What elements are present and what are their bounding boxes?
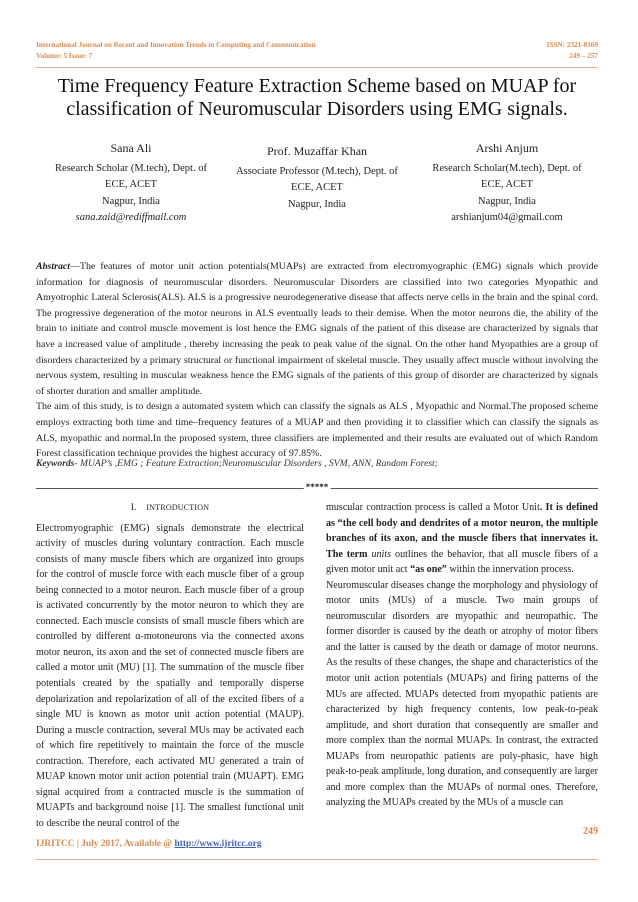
section-heading bbox=[36, 500, 304, 516]
author-name: Sana Ali bbox=[110, 141, 152, 155]
author-location: Nagpur, India bbox=[102, 195, 160, 207]
abstract-text-1: —The features of motor unit action potentials(MUAPs) are extracted from electromyographic (EMG) signals which provide information for diagnosis of neuromuscular disorders. Neuromuscular Disorders are classified into two categories Myopathic and Amyotrophic Lateral Sclerosis(ALS). ALS is a progressive neurodegenerative disease that affects nerve cells in the brain and the spinal cord. The progressive degeneration of the motor neurons in ALS eventually leads to their demise. When the motor neurons die, the ability of the brain to initiate and control muscle movement is lost hence the EMG signals of the patient of this disease are characterized by signals that have a increased value of amplitude , thereby increasing the peak to peak value of the signal. On the other hand Myopathies are a group of disorders characterized by a primary structural or functional impairment of skeletal muscle. They usually affect muscle without involving the nervous system, resulting in muscular weakness hence the EMG signals of the patients of this group of disorder are characterized by signals of shorter duration and smaller amplitude. bbox=[36, 261, 598, 397]
text-run: muscular contraction process is called a Motor Unit bbox=[326, 502, 540, 513]
keywords bbox=[36, 458, 598, 469]
author-department: ECE, ACET bbox=[291, 182, 343, 193]
page-range: 249 – 257 bbox=[569, 52, 598, 60]
abstract-label: Abstract bbox=[36, 261, 71, 272]
author-name: Arshi Anjum bbox=[475, 141, 539, 155]
journal-volume: Volume: 5 Issue: 7 bbox=[36, 52, 93, 60]
author-block bbox=[36, 140, 598, 230]
author-3 bbox=[414, 140, 600, 227]
abstract-paragraph-1 bbox=[36, 259, 598, 399]
author-1 bbox=[36, 140, 226, 227]
keywords-label: Keywords bbox=[36, 458, 75, 469]
footer-divider bbox=[36, 859, 598, 860]
journal-info bbox=[36, 40, 316, 62]
text-run-italic: units bbox=[371, 548, 392, 560]
author-location: Nagpur, India bbox=[288, 198, 346, 210]
paper-title: Time Frequency Feature Extraction Scheme based on MUAP for classification of Neuromuscular Disorders using EMG signals. bbox=[57, 75, 577, 120]
motor-unit-paragraph bbox=[326, 500, 598, 578]
section-separator bbox=[36, 483, 598, 493]
author-affiliation: Associate Professor (M.tech), Dept. of bbox=[236, 165, 398, 177]
footer-link[interactable]: http://www.ijritcc.org bbox=[174, 839, 262, 849]
section-number: I. bbox=[130, 502, 137, 513]
author-department: ECE, ACET bbox=[481, 179, 533, 190]
neuromuscular-paragraph: Neuromuscular diseases change the morphology and physiology of motor units (MUs) of a muscle. Two main groups of neuromuscular disorders are myopathic and neuropathic. The former disorder is caused by the death or atrophy of motor fibers and the latter is caused by the death or damage of motor neurons. As the results of these changes, the shape and characteristics of the motor unit action potentials (MUAPs) and firing patterns of the MUs are affected. MUAPs detected from myopathic patients are characterized by high frequency contents, low peak-to-peak amplitude, and short duration that consequently are smaller and more complex than the normal MUAPs. In contrast, the extracted MUAPs from neuropathic patients are poly-phasic, have high peak-to-peak amplitude, long duration, and consequently are larger and more complex than the MUAPs of normal ones. Therefore, analyzing the MUAPs created by the MUs of a muscle can bbox=[326, 579, 598, 809]
separator-stars: ***** bbox=[305, 482, 329, 492]
page-number: 249 bbox=[583, 826, 598, 837]
text-run: outlines the behavior, that all muscle fibers of a given motor unit act bbox=[326, 548, 598, 576]
text-run: within the innervation process. bbox=[446, 564, 574, 576]
journal-name: International Journal on Recent and Innovation Trends in Computing and Communication bbox=[36, 41, 316, 49]
keywords-text: - MUAP’s ,EMG ; Feature Extraction;Neuromuscular Disorders , SVM, ANN, Random Forest; bbox=[74, 458, 438, 469]
author-name: Prof. Muzaffar Khan bbox=[266, 144, 368, 158]
page-footer bbox=[36, 839, 261, 849]
issn: ISSN: 2321-8169 bbox=[546, 41, 598, 49]
intro-paragraph: Electromyographic (EMG) signals demonstrate the electrical activity of muscles during voluntary contraction. Each muscle consists of many muscle fibers which are organized into groups for the control of muscle force with each muscle fiber of a group being connected to a motor neuron. Each muscle fiber of a group is activated concurrently by the motor neuron to which they are connected. Each muscle consists of small muscle fibers which are controlled by different α-motoneurons via the connected axons motor neuron, its axon and the set of connected muscle fibers are called a motor unit (MU) [1]. The summation of the muscle fiber potentials created by the spatially and temporally disperse depolarization and repolarization of all of the excited fibers of a single MU is known as motor unit action potential (MAUP). During a muscle contraction, several MUs may be activated each of which fire repetitively to maintain the force of the muscle contraction. Therefore, each activated MU generated a train of MUAP known motor unit action potential train (MUAPT). EMG signal acquired from a contracted muscle is the summation of MUAPTs and background noise [1]. The smallest functional unit to describe the neural control of the bbox=[36, 522, 304, 829]
section-title: INTRODUCTION bbox=[146, 503, 210, 512]
abstract-paragraph-2: The aim of this study, is to design a automated system which can classify the signals as ALS , Myopathic and Normal.The proposed scheme employs extracting both time and time–frequency features of a MUAP and then providing it to classifier which can classify the signals as ALS, myopathic and normal.In the proposed system, three classifiers are implemented and their results are evaluated out of which Random Forest classification technique provides the highest accuracy of 97.85%. bbox=[36, 401, 598, 460]
header-divider bbox=[36, 67, 598, 68]
author-email[interactable]: arshianjum04@gmail.com bbox=[451, 212, 563, 223]
text-run-bold: . It is defined as “the cell body and dendrites of a motor neuron, the multiple branches of its axon, and the muscle fibers that innervates it. The term bbox=[326, 502, 598, 560]
author-department: ECE, ACET bbox=[105, 179, 157, 190]
footer-text: IJRITCC | July 2017, Available @ bbox=[36, 839, 175, 849]
issn-info bbox=[547, 40, 598, 62]
text-run-bold: “as one” bbox=[410, 564, 447, 576]
abstract bbox=[36, 259, 598, 462]
author-location: Nagpur, India bbox=[478, 195, 536, 207]
author-2 bbox=[226, 143, 408, 213]
right-column bbox=[326, 500, 598, 811]
author-affiliation: Research Scholar(M.tech), Dept. of bbox=[432, 162, 582, 174]
author-email[interactable]: sana.zaid@rediffmail.com bbox=[75, 212, 187, 223]
author-affiliation: Research Scholar (M.tech), Dept. of bbox=[55, 162, 207, 174]
left-column bbox=[36, 500, 304, 831]
